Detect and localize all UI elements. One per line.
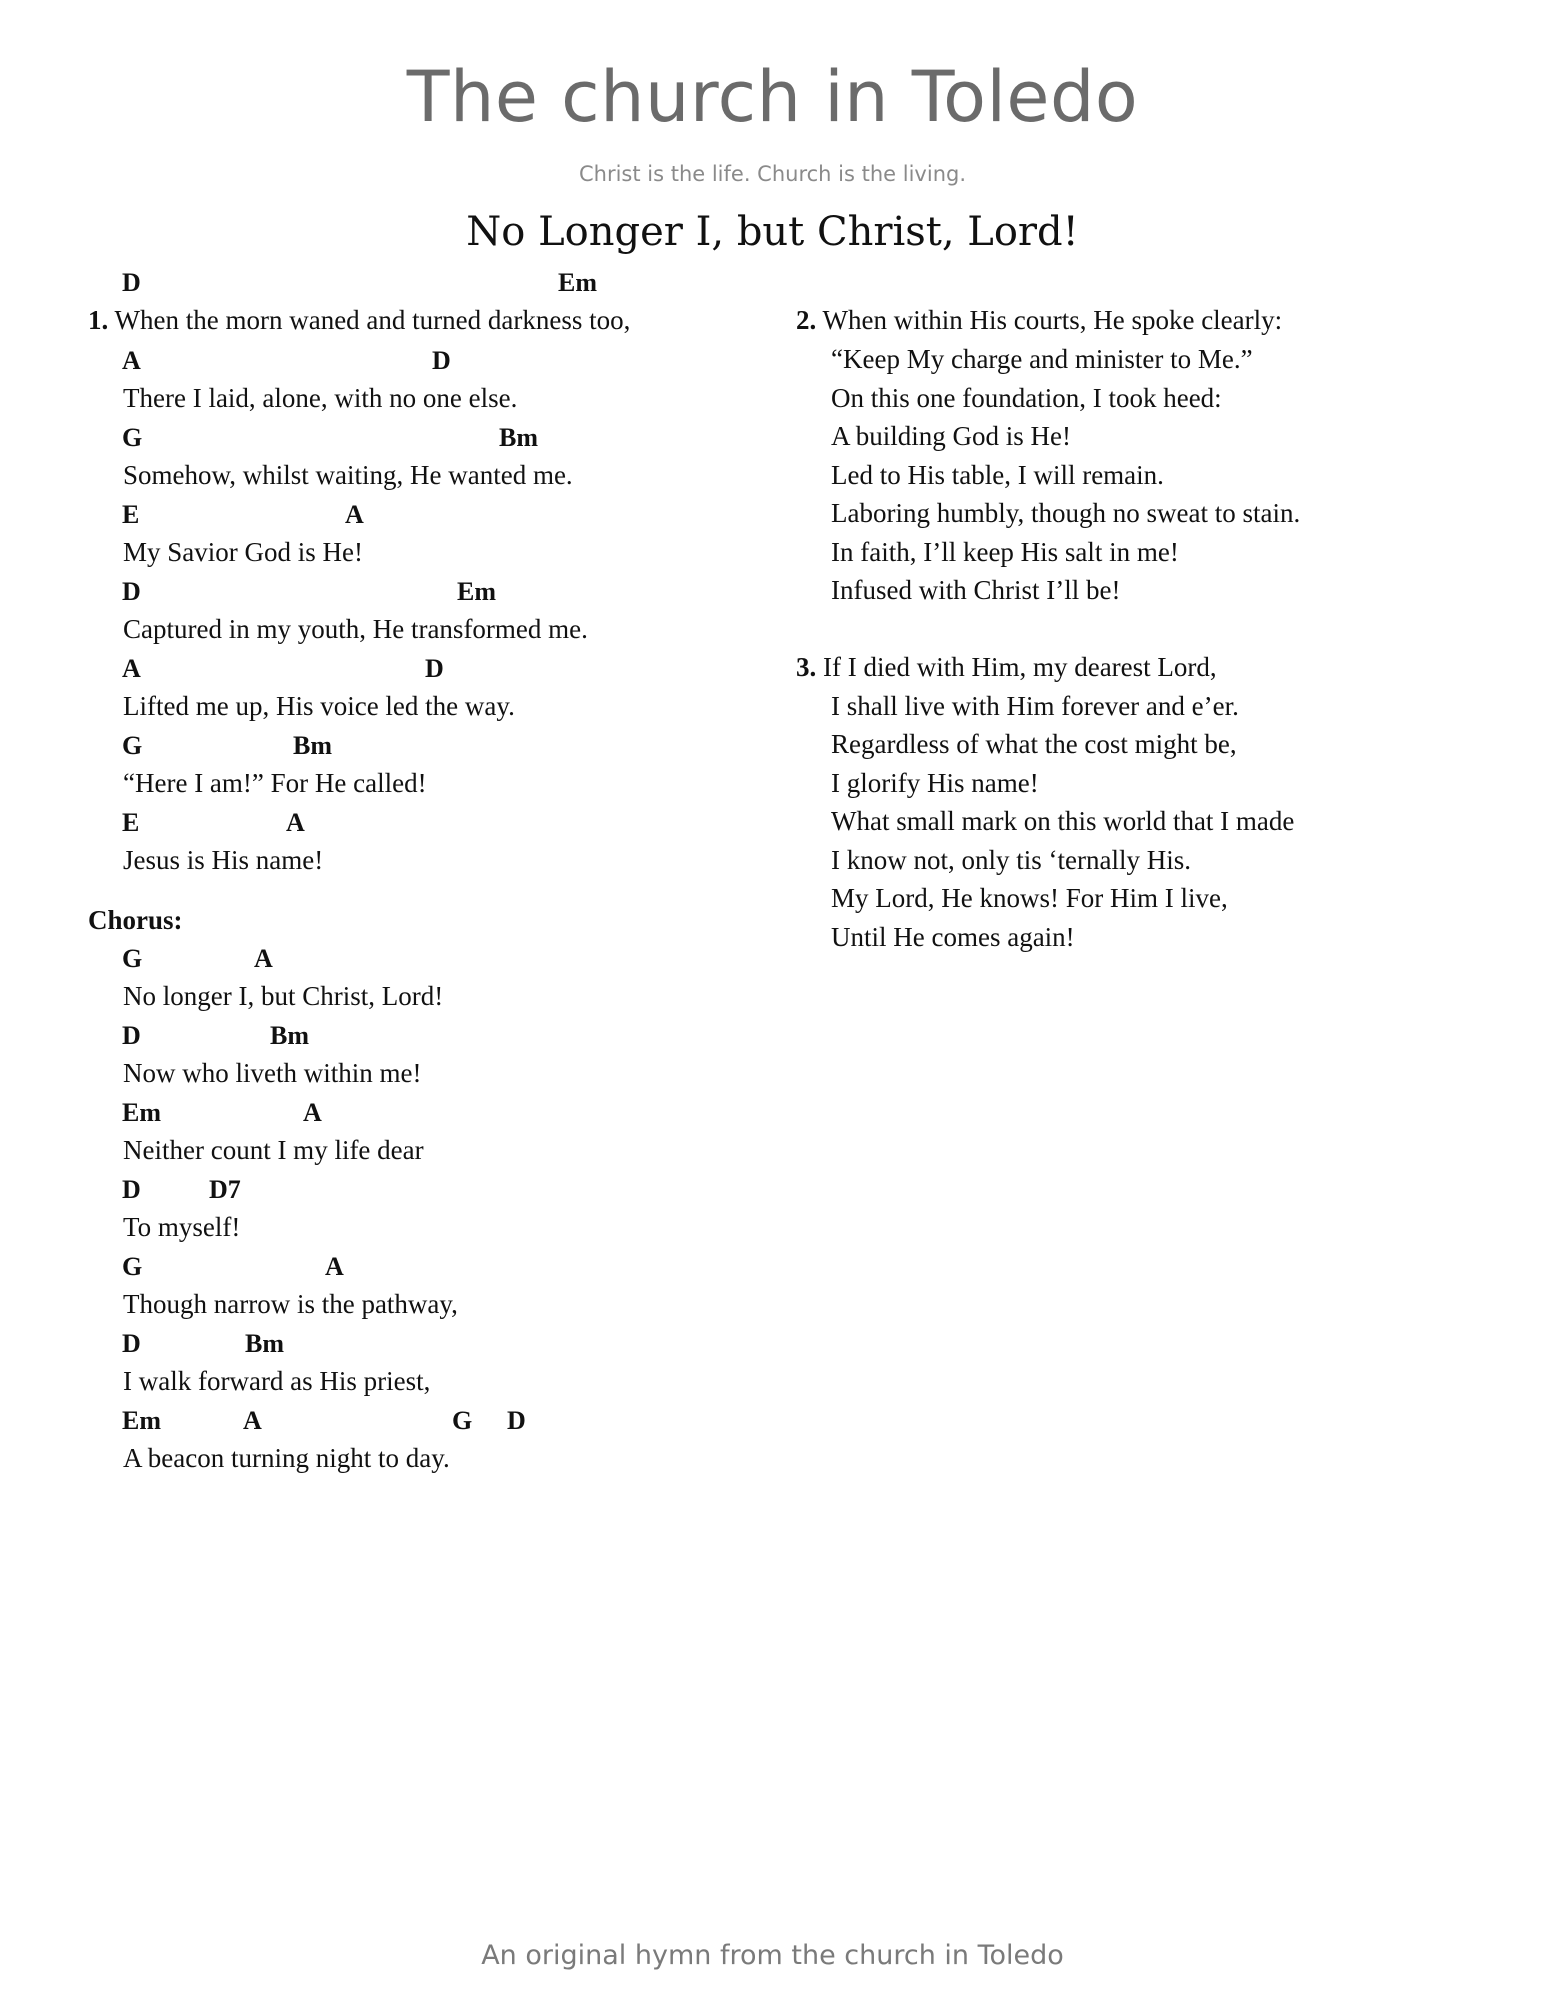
chord: A xyxy=(254,944,273,973)
chord: A xyxy=(325,1252,344,1281)
chord: E xyxy=(122,808,140,837)
chord: Em xyxy=(457,577,496,606)
chord: Em xyxy=(122,1406,161,1435)
lyric-line: What small mark on this world that I made xyxy=(831,806,1295,836)
verse-number: 1. xyxy=(88,305,109,335)
lyric-line: Jesus is His name! xyxy=(123,845,324,875)
chord: A xyxy=(303,1098,322,1127)
lyric-line: No longer I, but Christ, Lord! xyxy=(123,981,444,1011)
lyric-line: Lifted me up, His voice led the way. xyxy=(123,691,515,721)
lyric-line: 3. If I died with Him, my dearest Lord, xyxy=(796,652,1217,682)
lyric-line: I know not, only tis ‘ternally His. xyxy=(831,845,1191,875)
lyric-line: Until He comes again! xyxy=(831,922,1075,952)
lyric-line: “Keep My charge and minister to Me.” xyxy=(831,344,1253,374)
chorus-label: Chorus: xyxy=(88,905,183,935)
lyric-line: Regardless of what the cost might be, xyxy=(831,729,1237,759)
page-tagline: Christ is the life. Church is the living. xyxy=(578,162,967,186)
chord: D7 xyxy=(209,1175,241,1204)
chord: G xyxy=(122,731,143,760)
chord: Em xyxy=(558,268,597,297)
chord: D xyxy=(122,1329,141,1358)
chord: A xyxy=(122,346,141,375)
lyric-line: Led to His table, I will remain. xyxy=(831,460,1164,490)
song-title: No Longer I, but Christ, Lord! xyxy=(466,209,1079,255)
chord: G xyxy=(452,1406,473,1435)
lyric-line: I walk forward as His priest, xyxy=(123,1366,431,1396)
lyric-line: Captured in my youth, He transformed me. xyxy=(123,614,588,644)
chord: A xyxy=(243,1406,262,1435)
chord: Bm xyxy=(245,1329,284,1358)
chord: D xyxy=(122,577,141,606)
chord: D xyxy=(507,1406,526,1435)
chord: A xyxy=(286,808,305,837)
chord: Em xyxy=(122,1098,161,1127)
lyric-line: In faith, I’ll keep His salt in me! xyxy=(831,537,1179,567)
lyric-line: 2. When within His courts, He spoke clearly: xyxy=(796,305,1283,335)
chord: E xyxy=(122,500,140,529)
verse-number: 3. xyxy=(796,652,817,682)
lyric-line: My Lord, He knows! For Him I live, xyxy=(831,883,1228,913)
chord: Bm xyxy=(270,1021,309,1050)
lyric-line: Now who liveth within me! xyxy=(123,1058,422,1088)
chord: D xyxy=(425,654,444,683)
lyric-line: Somehow, whilst waiting, He wanted me. xyxy=(123,460,573,490)
chord: Bm xyxy=(293,731,332,760)
lyric-line: Infused with Christ I’ll be! xyxy=(831,575,1121,605)
verse-number: 2. xyxy=(796,305,817,335)
lyric-line: Neither count I my life dear xyxy=(123,1135,424,1165)
page-header-title: The church in Toledo xyxy=(406,56,1139,138)
lyric-line: 1. When the morn waned and turned darkness too, xyxy=(88,305,631,335)
page-footer: An original hymn from the church in Toledo xyxy=(481,1940,1064,1971)
chord: A xyxy=(345,500,364,529)
chord: D xyxy=(432,346,451,375)
lyric-line: I shall live with Him forever and e’er. xyxy=(831,691,1239,721)
lyric-line: On this one foundation, I took heed: xyxy=(831,383,1222,413)
lyric-line: Laboring humbly, though no sweat to stain. xyxy=(831,498,1301,528)
lyric-line: A building God is He! xyxy=(831,421,1071,451)
chord: D xyxy=(122,1021,141,1050)
lyric-line: To myself! xyxy=(123,1212,241,1242)
chord: G xyxy=(122,944,143,973)
chord: D xyxy=(122,1175,141,1204)
chord: A xyxy=(122,654,141,683)
lyric-line: “Here I am!” For He called! xyxy=(123,768,427,798)
chord: D xyxy=(122,268,141,297)
lyric-line: My Savior God is He! xyxy=(123,537,363,567)
lyric-line: There I laid, alone, with no one else. xyxy=(123,383,518,413)
lyric-line: I glorify His name! xyxy=(831,768,1039,798)
chord: G xyxy=(122,423,143,452)
lyric-line: Though narrow is the pathway, xyxy=(123,1289,458,1319)
chord: G xyxy=(122,1252,143,1281)
chord: Bm xyxy=(499,423,538,452)
lyric-line: A beacon turning night to day. xyxy=(123,1443,450,1473)
